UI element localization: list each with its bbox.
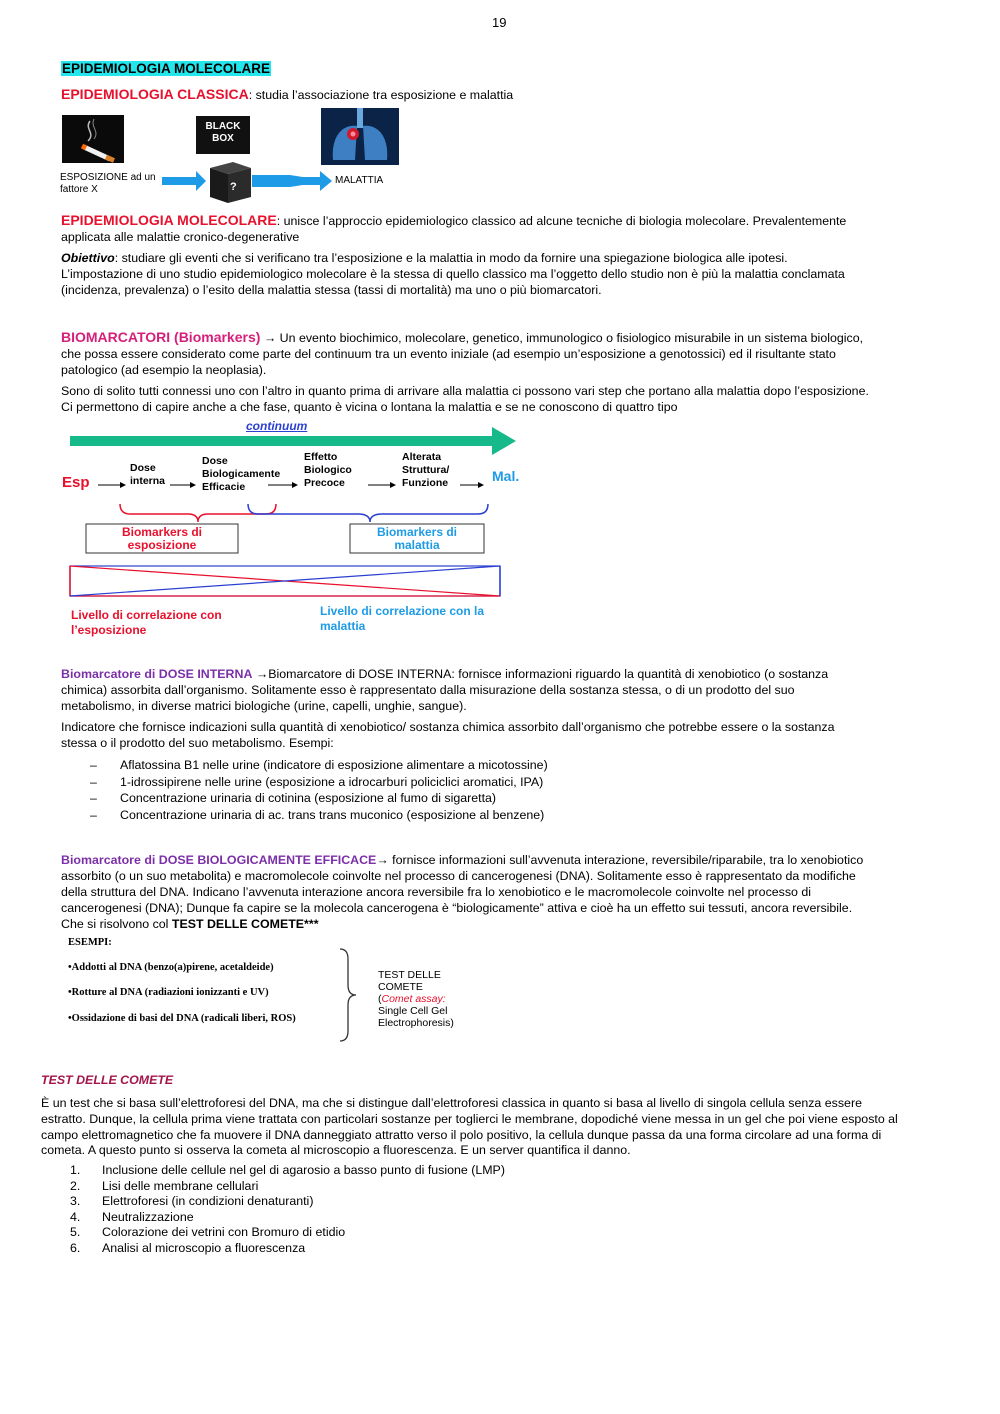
exposure-label-line1: ESPOSIZIONE ad un bbox=[60, 172, 156, 183]
test-line1: TEST DELLE bbox=[378, 969, 441, 981]
lungs-image bbox=[321, 108, 399, 165]
box-exp-line2: esposizione bbox=[127, 538, 197, 552]
list-item: – Concentrazione urinaria di ac. trans trans muconico (esposizione al benzene) bbox=[90, 807, 548, 824]
dose-interna-line2: chimica) assorbita dall’organismo. Solitamente esso è rappresentato dalla misurazione della sostanza stessa, o di un prodotto del suo bbox=[61, 683, 795, 697]
dose-bio-line3: della struttura del DNA. Indicano l’avvenuta interazione ancora reversibile fra lo xenobiotico e le macromolecole coinvolte nel processo di bbox=[61, 885, 812, 899]
comet-steps-list bbox=[70, 1163, 505, 1256]
box-exp-line1: Biomarkers di bbox=[121, 525, 203, 539]
step3-line1: Effetto bbox=[304, 451, 338, 463]
list-item: – Aflatossina B1 nelle urine (indicatore di esposizione alimentare a micotossine) bbox=[90, 757, 548, 774]
classic-epi-text: : studia l’associazione tra esposizione e malattia bbox=[248, 88, 514, 102]
comet-line3: campo elettromagnetico che fa muovere il DNA danneggiato attratto verso il polo positivo, la cellula dunque passa da una forma circolare ad una forma di bbox=[41, 1128, 882, 1142]
test-line4: Single Cell Gel bbox=[378, 1005, 448, 1017]
step-alterata-struttura-funzione bbox=[402, 451, 449, 490]
objective-term: Obiettivo bbox=[61, 251, 115, 265]
biomarkers-para2-line1: Sono di solito tutti connessi uno con l’altro in quanto prima di arrivare alla malattia ci possono vari step che portano alla malattia dopo l’esposizione. bbox=[61, 384, 869, 398]
correlation-disease-label bbox=[320, 604, 484, 634]
list-item bbox=[70, 1241, 505, 1257]
list-item bbox=[70, 1210, 505, 1226]
step1-line2: interna bbox=[130, 475, 166, 487]
box-biomarkers-esposizione bbox=[86, 526, 238, 552]
step-text: Inclusione delle cellule nel gel di agarosio a basso punto di fusione (LMP) bbox=[102, 1163, 505, 1177]
dose-bio-line2: assorbito (o un suo metabolita) e macromolecole coinvolte nel processo di cancerogenesi (DNA). Solitamente esso è rappresentato da modifiche bbox=[61, 869, 856, 883]
dose-bio-text1: → fornisce informazioni sull’avvenuta interazione, reversibile/riparabile, tra lo xenobiotico bbox=[376, 853, 864, 867]
comet-line2: estratto. Dunque, la cellula prima viene trattata con particolari sostanze per toglierci le membrane, dopodiché viene messa in un gel che poi viene esposto al bbox=[41, 1112, 898, 1126]
exposure-label-line2: fattore X bbox=[60, 184, 98, 195]
corr-exp-line1: Livello di correlazione con bbox=[71, 608, 222, 622]
biomarkers-line2: che possa essere considerato come parte del continuum tra un evento iniziale (ad esempio un’esposizione a genotossici) ed il risultante stato bbox=[61, 347, 836, 361]
corr-exp-line2: l’esposizione bbox=[71, 623, 147, 637]
list-item: – Concentrazione urinaria di cotinina (esposizione al fumo di sigaretta) bbox=[90, 790, 548, 807]
flow-arrow-right bbox=[250, 168, 340, 194]
dose-bio-line1 bbox=[61, 852, 863, 868]
comet-assay-label: Comet assay: bbox=[381, 993, 446, 1005]
step4-line1: Alterata bbox=[402, 451, 442, 463]
example-item-2: •Rotture al DNA (radiazioni ionizzanti e UV) bbox=[68, 987, 269, 998]
comet-line1: È un test che si basa sull’elettroforesi del DNA, ma che si distingue dall’elettroforesi classica in quanto si basa al livello di singola cellula senza essere bbox=[41, 1096, 862, 1110]
step-text: Elettroforesi (in condizioni denaturanti) bbox=[102, 1194, 314, 1208]
dose-bio-line5 bbox=[61, 916, 319, 932]
test-line2: COMETE bbox=[378, 981, 423, 993]
examples-figure bbox=[60, 935, 480, 1045]
test-paren: ( bbox=[378, 993, 382, 1005]
step-number: 5. bbox=[70, 1225, 81, 1239]
continuum-label: continuum bbox=[246, 419, 308, 433]
test-line3 bbox=[378, 993, 454, 1005]
cigarette-icon bbox=[62, 115, 124, 163]
molecular-epi-line1 bbox=[61, 212, 846, 229]
classic-epi-term: EPIDEMIOLOGIA CLASSICA bbox=[61, 86, 249, 102]
objective-line1 bbox=[61, 250, 788, 266]
step-number: 2. bbox=[70, 1178, 81, 1193]
step-number: 1. bbox=[70, 1163, 81, 1177]
step4-line3: Funzione bbox=[402, 477, 449, 489]
disease-label: MALATTIA bbox=[335, 175, 384, 186]
step2-line2: Biologicamente bbox=[202, 468, 281, 480]
step-text: Neutralizzazione bbox=[102, 1209, 194, 1224]
step-dose-biologicamente-efficace bbox=[202, 455, 280, 494]
objective-line3: (incidenza, prevalenza) o l’esito della malattia stessa (tassi di mortalità) ma uno o più biomarcatori. bbox=[61, 283, 602, 297]
list-item bbox=[70, 1179, 505, 1195]
molecular-epi-term: EPIDEMIOLOGIA MOLECOLARE bbox=[61, 212, 277, 228]
step-effetto-biologico-precoce bbox=[304, 451, 352, 490]
step-text: Colorazione dei vetrini con Bromuro di etidio bbox=[102, 1225, 346, 1239]
biomarkers-line3: patologico (ad esempio la neoplasia). bbox=[61, 363, 267, 377]
comet-test-reference: TEST DELLE COMETE*** bbox=[171, 917, 319, 931]
section-heading: EPIDEMIOLOGIA MOLECOLARE bbox=[62, 61, 271, 76]
step-dose-interna bbox=[130, 462, 165, 488]
dose-interna-para2-line2: stessa o il prodotto del suo metabolismo. Esempi: bbox=[61, 736, 334, 750]
step-text: Analisi al microscopio a fluorescenza bbox=[102, 1240, 306, 1255]
comet-section-title: TEST DELLE COMETE bbox=[41, 1073, 174, 1087]
objective-line2: L’impostazione di uno studio epidemiologico molecolare è la stessa di quello classico ma l’oggetto dello studio non è più la malattia conclamata bbox=[61, 267, 845, 281]
examples-title: ESEMPI: bbox=[68, 937, 112, 948]
objective-text1: : studiare gli eventi che si verificano tra l’esposizione e la malattia in modo da fornire una spiegazione biologica alle ipotesi. bbox=[114, 251, 788, 265]
brace-graphic bbox=[338, 947, 362, 1045]
cube-question-mark: ? bbox=[230, 181, 237, 193]
dose-bio-text5: Che si risolvono col bbox=[61, 917, 172, 931]
cigarette-image bbox=[62, 115, 124, 163]
step2-line1: Dose bbox=[202, 455, 228, 467]
step1-line1: Dose bbox=[130, 462, 156, 474]
biomarkers-text1: → Un evento biochimico, molecolare, genetico, immunologico o fisiologico misurabile in un sistema biologico, bbox=[260, 331, 864, 345]
step3-line2: Biologico bbox=[304, 464, 352, 476]
dose-interna-line3: metabolismo, in diverse matrici biologiche (urine, capelli, unghie, sangue). bbox=[61, 699, 467, 713]
lungs-icon bbox=[321, 108, 399, 165]
black-box-figure bbox=[60, 108, 405, 203]
step2-line3: Efficacie bbox=[202, 481, 246, 493]
esp-label: Esp bbox=[62, 474, 90, 491]
page-number: 19 bbox=[492, 15, 507, 30]
mal-label: Mal. bbox=[492, 468, 520, 484]
example-item-3: •Ossidazione di basi del DNA (radicali liberi, ROS) bbox=[68, 1013, 296, 1024]
box-biomarkers-malattia bbox=[350, 526, 484, 552]
corr-mal-line1: Livello di correlazione con la bbox=[320, 604, 485, 618]
step3-line3: Precoce bbox=[304, 477, 345, 489]
black-box-label bbox=[196, 116, 250, 154]
corr-mal-line2: malattia bbox=[320, 619, 366, 633]
continuum-diagram bbox=[58, 418, 528, 640]
example-item-1: •Addotti al DNA (benzo(a)pirene, acetaldeide) bbox=[68, 962, 274, 973]
box-mal-line2: malattia bbox=[394, 538, 440, 552]
biomarkers-para2-line2: Ci permettono di capire anche a che fase, quanto è vicina o lontana la malattia e se ne conoscono di quattro tipo bbox=[61, 400, 678, 414]
dose-interna-term: Biomarcatore di DOSE INTERNA bbox=[61, 667, 253, 681]
list-item: – 1-idrossipirene nelle urine (esposizione a idrocarburi policiclici aromatici, IPA) bbox=[90, 774, 548, 791]
step-number: 6. bbox=[70, 1240, 81, 1255]
step-number: 3. bbox=[70, 1194, 81, 1208]
dose-bio-term: Biomarcatore di DOSE BIOLOGICAMENTE EFFICACE bbox=[61, 853, 377, 867]
black-box-text: BLACK BOX bbox=[205, 121, 241, 144]
step4-line2: Struttura/ bbox=[402, 464, 450, 476]
biomarkers-term: BIOMARCATORI (Biomarkers) bbox=[61, 329, 261, 345]
molecular-epi-line2: applicata alle malattie cronico-degenerative bbox=[61, 230, 300, 244]
biomarkers-line1 bbox=[61, 329, 863, 346]
page-title bbox=[61, 61, 271, 77]
box-mal-line1: Biomarkers di bbox=[376, 525, 458, 539]
list-item bbox=[70, 1163, 505, 1179]
classic-epi-paragraph bbox=[61, 86, 513, 103]
dose-bio-line4: cancerogenesi (DNA); Dunque fa capire se la molecola cancerogena è “biologicamente” attiva e cioè ha un effetto sui tessuti, ancora reversibile. bbox=[61, 901, 853, 915]
list-item bbox=[70, 1194, 505, 1210]
comet-line4: cometa. A questo punto si osserva la cometa al microscopio a fluorescenza. E un server quantifica il danno. bbox=[41, 1143, 631, 1157]
dose-interna-para2-line1: Indicatore che fornisce indicazioni sulla quantità di xenobiotico/ sostanza chimica assorbito dall’organismo che potrebbe essere o la sostanza bbox=[61, 720, 835, 734]
dose-interna-line1 bbox=[61, 666, 828, 682]
exposure-label bbox=[60, 172, 156, 196]
list-item bbox=[70, 1225, 505, 1241]
dose-interna-examples bbox=[90, 757, 548, 823]
test-line5: Electrophoresis) bbox=[378, 1017, 454, 1029]
dose-interna-text1: →Biomarcatore di DOSE INTERNA: fornisce informazioni riguardo la quantità di xenobiotico (o sostanza bbox=[252, 667, 829, 681]
correlation-exposure-label bbox=[71, 608, 222, 638]
comet-test-box bbox=[378, 969, 454, 1029]
molecular-epi-text1: : unisce l’approccio epidemiologico classico ad alcune tecniche di biologia molecolare. Prevalentemente bbox=[276, 214, 847, 228]
step-text: Lisi delle membrane cellulari bbox=[102, 1178, 259, 1193]
step-number: 4. bbox=[70, 1209, 81, 1224]
